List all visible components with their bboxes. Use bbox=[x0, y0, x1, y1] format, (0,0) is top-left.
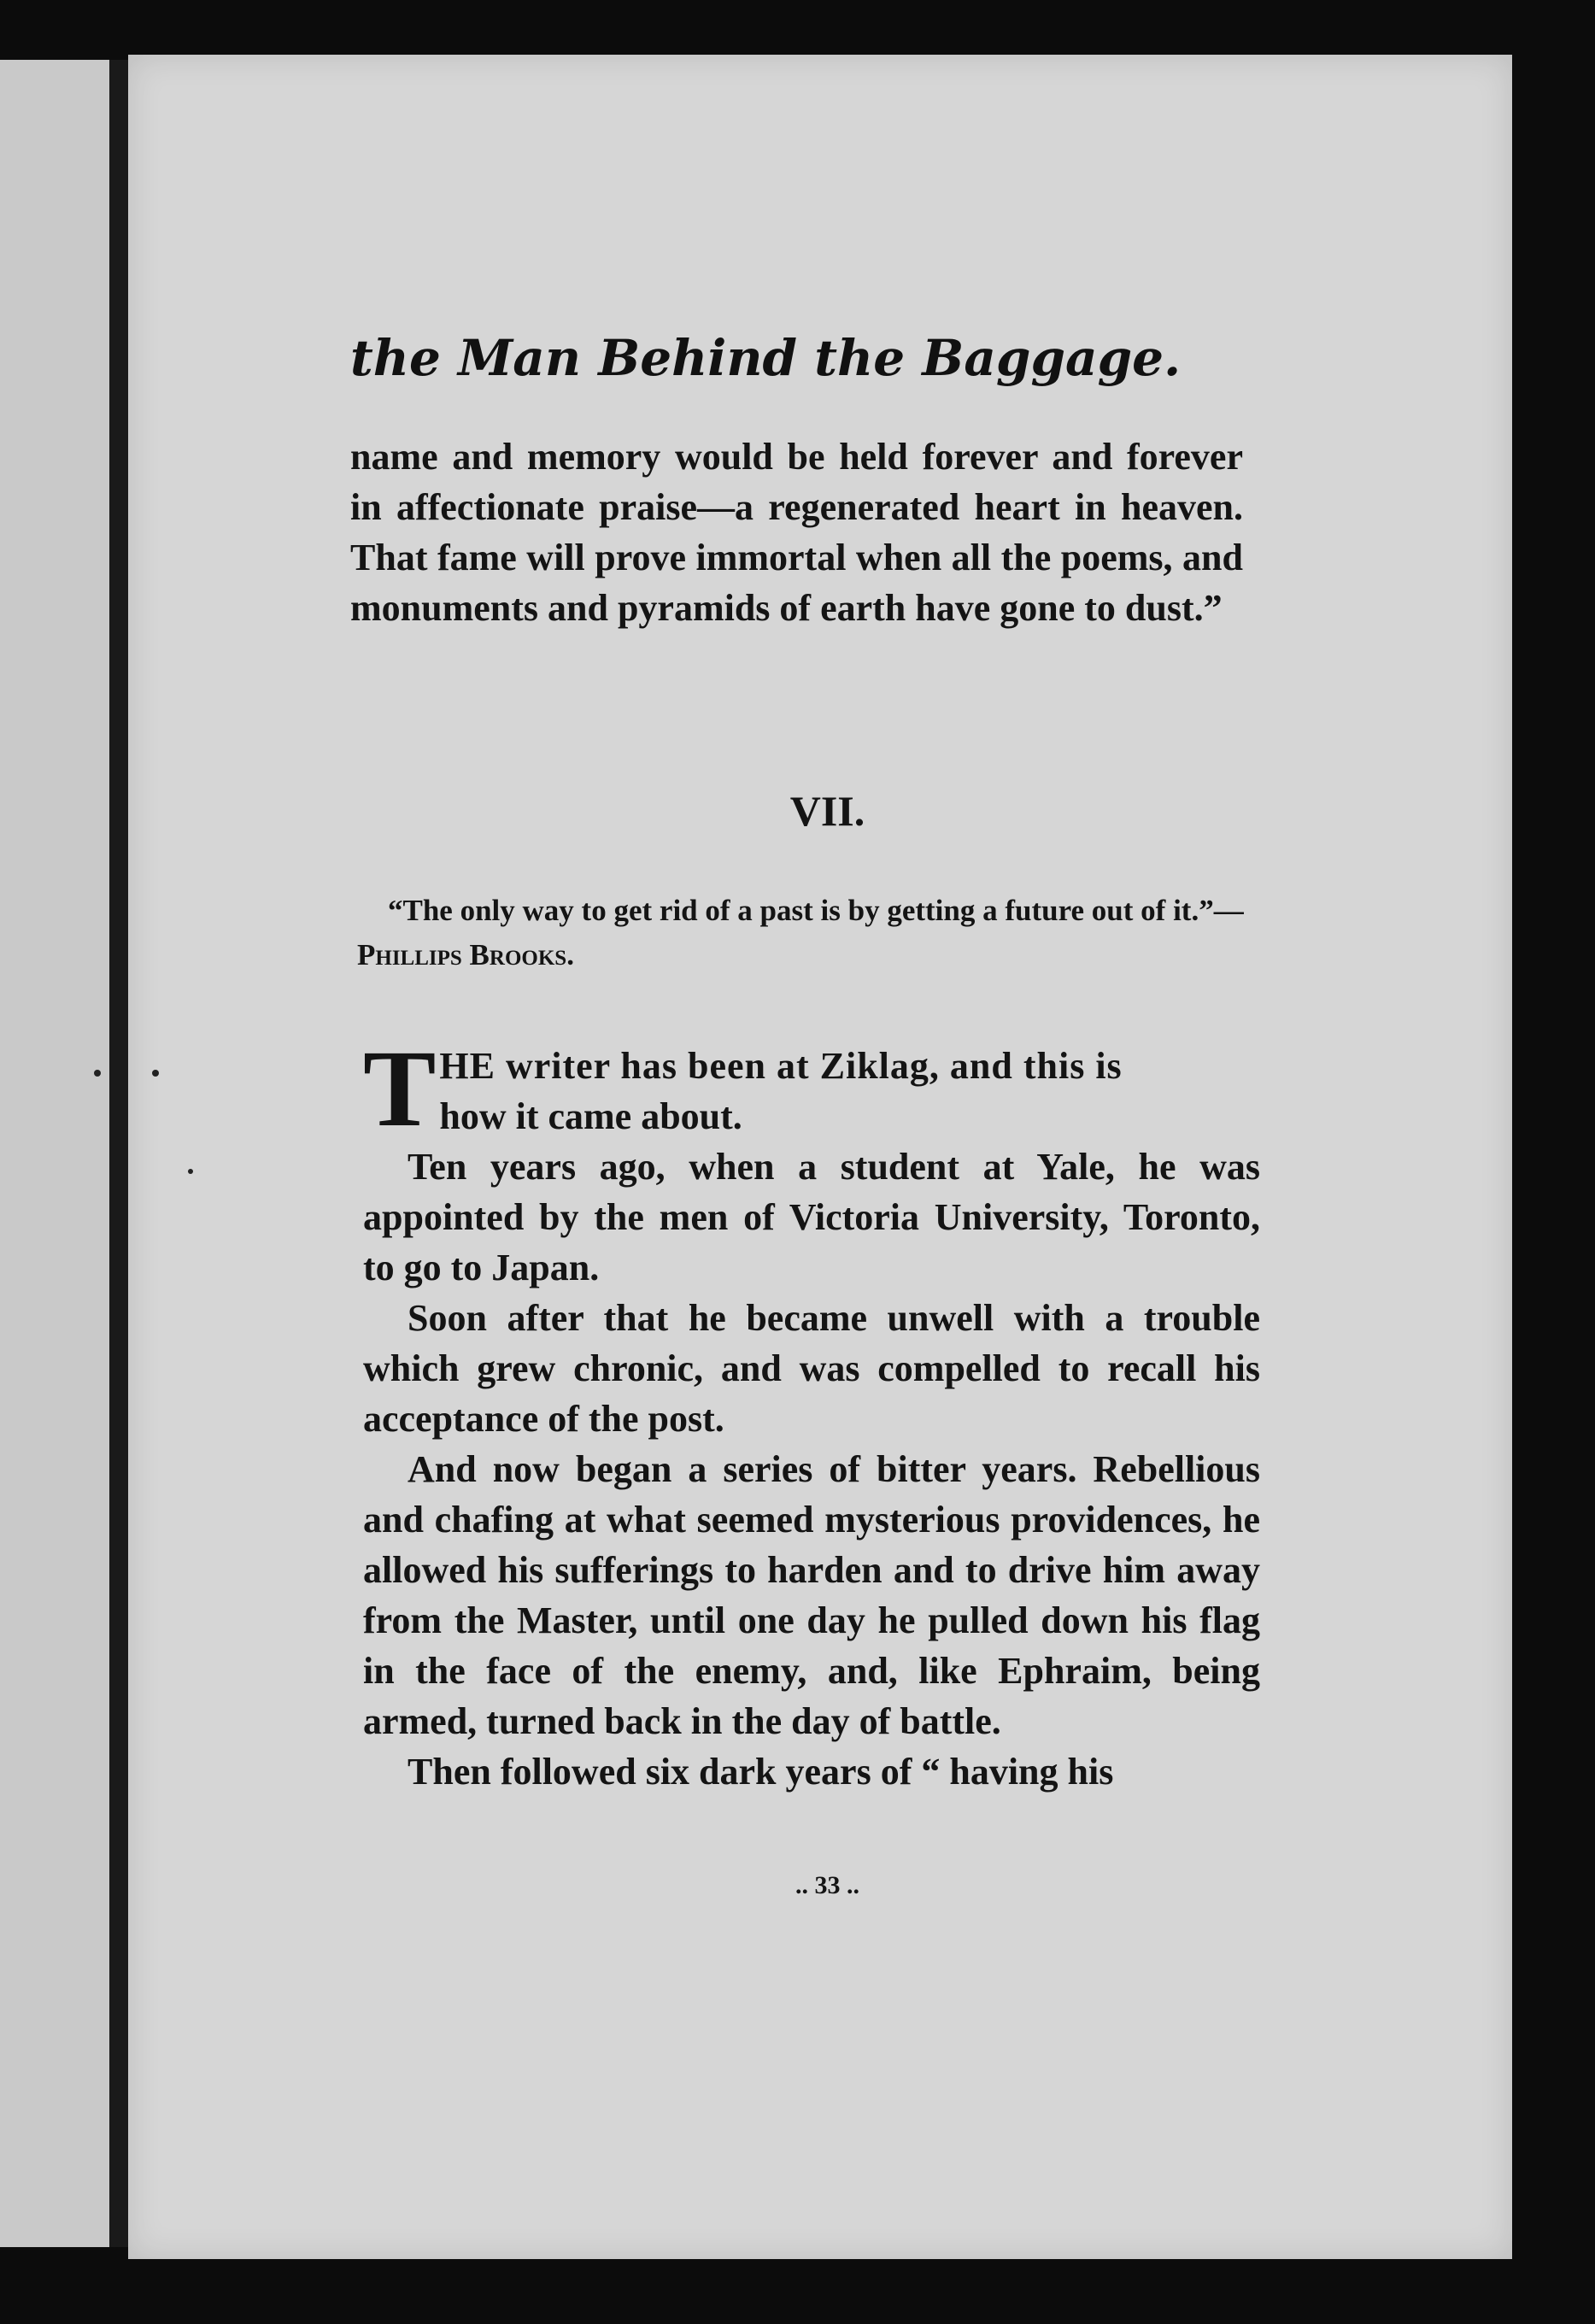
first-paragraph-line-1: HE writer has been at Ziklag, and this is bbox=[439, 1045, 1123, 1087]
chapter-body bbox=[363, 1028, 1260, 1797]
epigraph-attribution: Phillips Brooks. bbox=[357, 938, 574, 971]
scan-speck bbox=[94, 1070, 101, 1077]
epigraph-quote: “The only way to get rid of a past is by getting a future out of it.”— bbox=[388, 894, 1244, 927]
chapter-number: VII. bbox=[789, 787, 865, 835]
scan-speck bbox=[152, 1070, 159, 1077]
page-number: .. 33 .. bbox=[795, 1871, 859, 1899]
facing-page-edge bbox=[0, 60, 111, 2247]
scan-speck bbox=[188, 1169, 193, 1174]
first-paragraph-line-2: how it came about. bbox=[439, 1095, 742, 1137]
first-paragraph bbox=[363, 1028, 1260, 1149]
paragraph: Then followed six dark years of “ having his bbox=[408, 1751, 1114, 1793]
paragraph: And now began a series of bitter years. Rebellious and chafing at what seemed mysterious providences, he allowed his sufferings to harden and to drive him away from the Master, until one day he pulled down his flag in the face of the enemy, and, like Ephraim, being armed, turned back in the day of battle. bbox=[363, 1448, 1260, 1742]
paragraph: Ten years ago, when a student at Yale, he was appointed by the men of Victoria University, Toronto, to go to Japan. bbox=[363, 1146, 1260, 1288]
drop-cap: T bbox=[363, 1028, 437, 1149]
epigraph-text bbox=[357, 889, 1254, 977]
epigraph bbox=[357, 889, 1254, 977]
paragraph: Soon after that he became unwell with a trouble which grew chronic, and was compelled to recall his acceptance of the post. bbox=[363, 1297, 1260, 1440]
running-head: the Man Behind the Baggage. bbox=[350, 329, 1182, 387]
continued-paragraph: name and memory would be held forever and forever in affectionate praise—a regenerated heart in heaven. That fame will prove immortal when all the poems, and monuments and pyramids of earth have gone to dust.” bbox=[350, 436, 1243, 629]
